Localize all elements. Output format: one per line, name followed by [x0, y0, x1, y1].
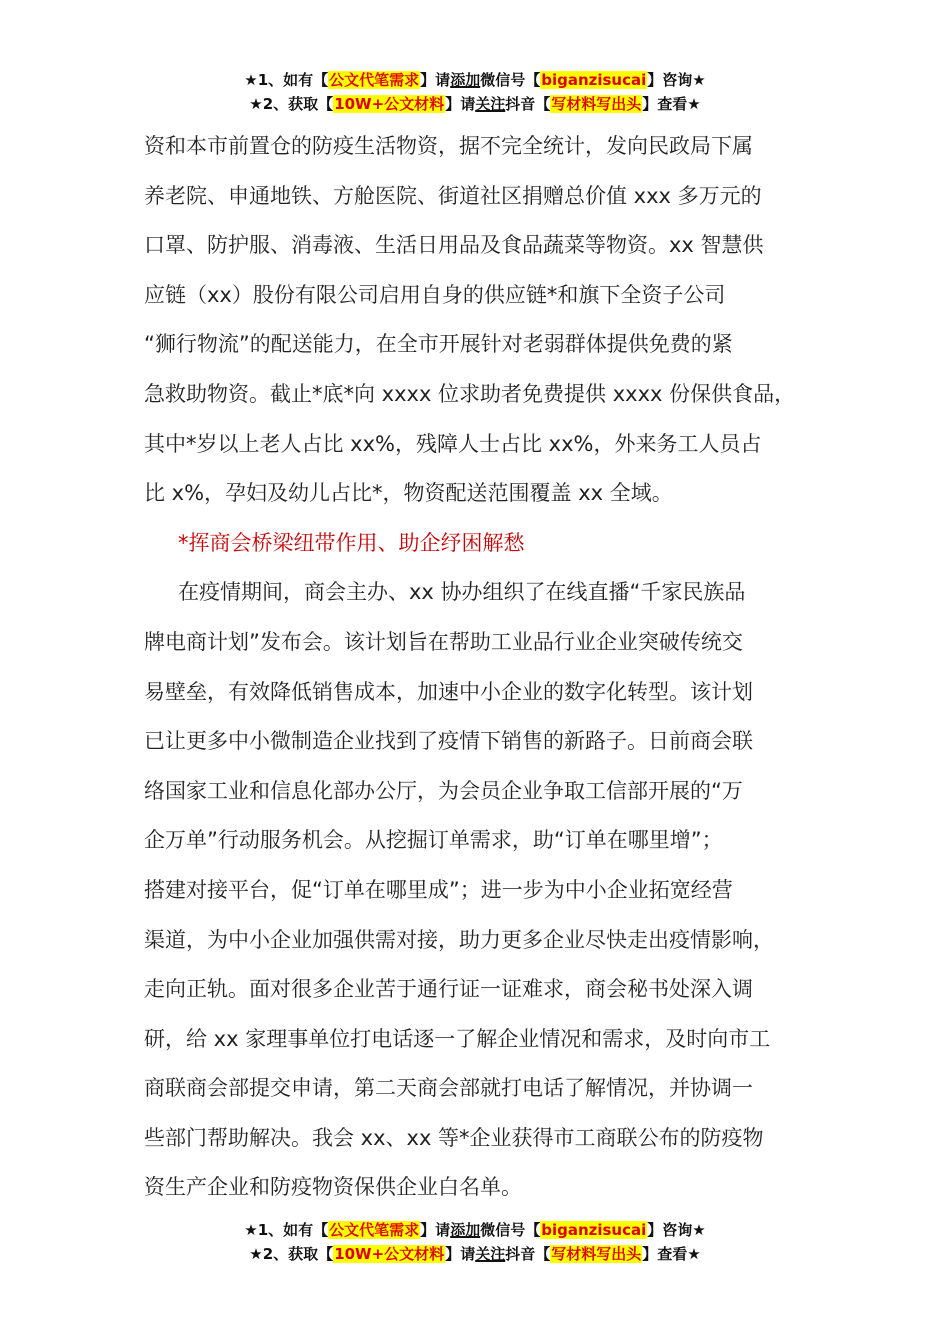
banner-highlight: 10W+公文材料: [334, 1245, 445, 1263]
banner-highlight: biganzisucai: [541, 1221, 647, 1239]
text-line: 易壁垒，有效降低销售成本，加速中小企业的数字化转型。该计划: [144, 679, 753, 704]
text-line: 商联商会部提交申请，第二天商会部就打电话了解情况，并协调一: [144, 1076, 753, 1101]
bottom-banner: [0, 1218, 950, 1266]
text-line: 口罩、防护服、消毒液、生活日用品及食品蔬菜等物资。xx 智慧供: [144, 233, 764, 258]
banner-highlight: 写材料写出头: [551, 95, 642, 113]
text-line: 其中*岁以上老人占比 xx%，残障人士占比 xx%，外来务工人员占: [144, 431, 762, 456]
banner-text: 微信号【: [480, 1221, 541, 1239]
text-line: 走向正轨。面对很多企业苦于通行证一证难求，商会秘书处深入调: [144, 977, 753, 1002]
banner-line-1: [0, 1218, 950, 1242]
banner-highlight: 公文代笔需求: [329, 1221, 420, 1239]
text-line: 养老院、申通地铁、方舱医院、街道社区捐赠总价值 xxx 多万元的: [144, 183, 762, 208]
document-body: [144, 122, 834, 1213]
banner-highlight: 写材料写出头: [551, 1245, 642, 1263]
text-line: 应链（xx）股份有限公司启用自身的供应链*和旗下全资子公司: [144, 282, 726, 307]
text-line: 络国家工业和信息化部办公厅，为会员企业争取工信部开展的“万: [144, 778, 743, 803]
banner-text: 抖音【: [505, 95, 551, 113]
paragraph-2: [144, 568, 834, 1213]
text-line: 渠道，为中小企业加强供需对接，助力更多企业尽快走出疫情影响，: [144, 927, 774, 952]
text-line: 企万单”行动服务机会。从挖掘订单需求，助“订单在哪里增”；: [144, 828, 723, 853]
banner-underlined-text: 关注: [475, 95, 506, 113]
text-line: 研，给 xx 家理事单位打电话逐一了解企业情况和需求，及时向市工: [144, 1026, 771, 1051]
banner-highlight: 公文代笔需求: [329, 71, 420, 89]
banner-text: ★2、获取【: [249, 1245, 334, 1263]
banner-text: 】请: [420, 1221, 451, 1239]
banner-text: 抖音【: [505, 1245, 551, 1263]
banner-highlight: biganzisucai: [541, 71, 647, 89]
text-line: 在疫情期间，商会主办、xx 协办组织了在线直播“千家民族品: [178, 580, 746, 605]
text-line: 急救助物资。截止*底*向 xxxx 位求助者免费提供 xxxx 份保供食品，: [144, 381, 796, 406]
text-line: 资生产企业和防疫物资保供企业白名单。: [144, 1175, 522, 1200]
paragraph-1: [144, 122, 834, 519]
banner-text: ★1、如有【: [244, 1221, 329, 1239]
banner-text: ★1、如有【: [244, 71, 329, 89]
text-line: “狮行物流”的配送能力，在全市开展针对老弱群体提供免费的紧: [144, 332, 733, 357]
banner-text: 】查看★: [642, 1245, 701, 1263]
banner-highlight: 10W+公文材料: [334, 95, 445, 113]
banner-line-2: [0, 92, 950, 116]
text-line: 已让更多中小微制造企业找到了疫情下销售的新路子。日前商会联: [144, 729, 753, 754]
banner-text: 】咨询★: [647, 1221, 706, 1239]
banner-line-2: [0, 1242, 950, 1266]
section-heading: *挥商会桥梁纽带作用、助企纾困解愁: [178, 530, 525, 555]
banner-text: 】查看★: [642, 95, 701, 113]
banner-underlined-text: 关注: [475, 1245, 506, 1263]
banner-text: 】请: [445, 95, 476, 113]
banner-underlined-text: 添加: [450, 1221, 481, 1239]
banner-line-1: [0, 68, 950, 92]
text-line: 搭建对接平台，促“订单在哪里成”；进一步为中小企业拓宽经营: [144, 877, 733, 902]
text-line: 些部门帮助解决。我会 xx、xx 等*企业获得市工商联公布的防疫物: [144, 1125, 764, 1150]
banner-underlined-text: 添加: [450, 71, 481, 89]
banner-text: 微信号【: [480, 71, 541, 89]
banner-text: ★2、获取【: [249, 95, 334, 113]
text-line: 牌电商计划”发布会。该计划旨在帮助工业品行业企业突破传统交: [144, 629, 743, 654]
banner-text: 】请: [445, 1245, 476, 1263]
text-line: 比 x%，孕妇及幼儿占比*，物资配送范围覆盖 xx 全域。: [144, 481, 673, 506]
banner-text: 】咨询★: [647, 71, 706, 89]
top-banner: [0, 68, 950, 116]
banner-text: 】请: [420, 71, 451, 89]
text-line: 资和本市前置仓的防疫生活物资，据不完全统计，发向民政局下属: [144, 134, 753, 158]
